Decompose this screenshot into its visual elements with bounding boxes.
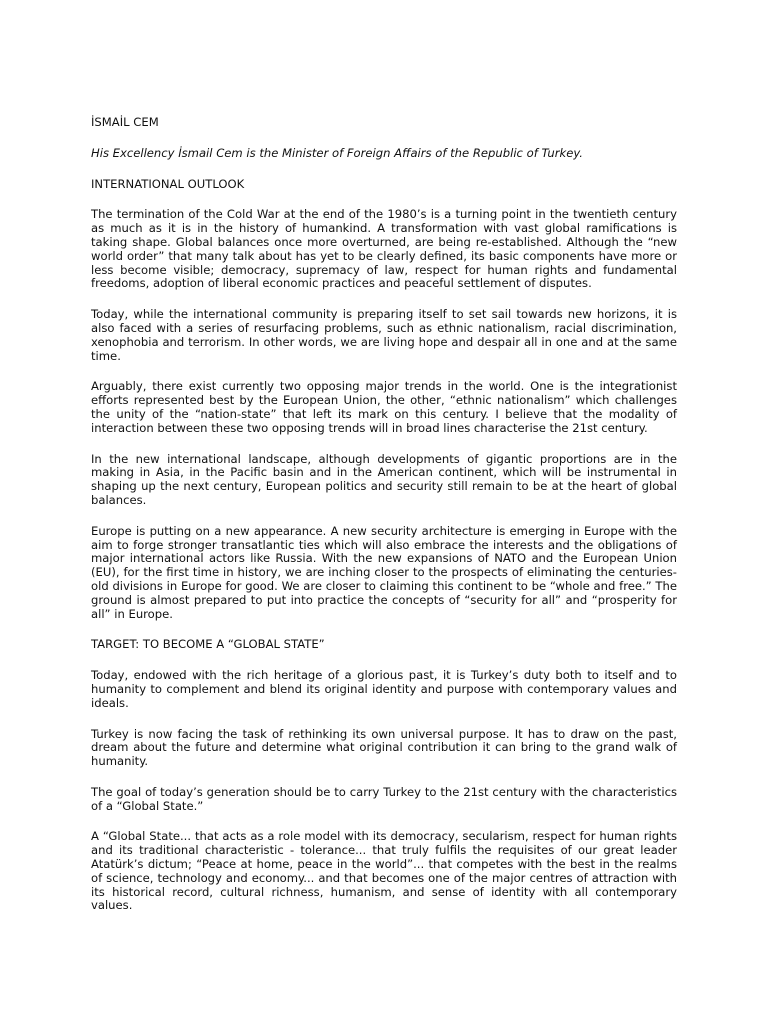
document-page xyxy=(91,116,677,930)
author-intro: His Excellency İsmail Cem is the Minister of Foreign Affairs of the Republic of Turkey. xyxy=(91,145,583,160)
paragraph: Today, while the international community is preparing itself to set sail towards new horizons, it is also faced with a series of resurfacing problems, such as ethnic nationalism, racial discrimination, xenophobia and terrorism. In other words, we are living hope and despair all in one and at the same time. xyxy=(91,307,677,363)
paragraph: The termination of the Cold War at the end of the 1980’s is a turning point in the twentieth century as much as it is in the history of humankind. A transformation with vast global ramifications is taking shape. Global balances once more overturned, are being re-established. Although the “new world order” that many talk about has yet to be clearly defined, its basic components have more or less become visible; democracy, supremacy of law, respect for human rights and fundamental freedoms, adoption of liberal economic practices and peaceful settlement of disputes. xyxy=(91,207,677,291)
author-name: İSMAİL CEM xyxy=(91,115,159,129)
paragraph: A “Global State... that acts as a role model with its democracy, secularism, respect for human rights and its traditional characteristic - tolerance... that truly fulfils the requisites of our great leader Atatürk’s dictum; “Peace at home, peace in the world”... that competes with the best in the realms of science, technology and economy... and that becomes one of the major centres of attraction with its historical record, cultural richness, humanism, and sense of identity with all contemporary values. xyxy=(91,829,677,913)
section-heading-global-state: TARGET: TO BECOME A “GLOBAL STATE” xyxy=(91,637,325,652)
section-heading-international-outlook: INTERNATIONAL OUTLOOK xyxy=(91,176,245,191)
paragraph: In the new international landscape, although developments of gigantic proportions are in the making in Asia, in the Pacific basin and in the American continent, which will be instrumental in shaping up the next century, European politics and security still remain to be at the heart of global balances. xyxy=(91,451,677,507)
paragraph: Arguably, there exist currently two opposing major trends in the world. One is the integrationist efforts represented best by the European Union, the other, “ethnic nationalism” which challenges the unity of the “nation-state” that left its mark on this century. I believe that the modality of interaction between these two opposing trends will in broad lines characterise the 21st century. xyxy=(91,379,677,435)
paragraph: Europe is putting on a new appearance. A new security architecture is emerging in Europe with the aim to forge stronger transatlantic ties which will also embrace the interests and the obligations of major international actors like Russia. With the new expansions of NATO and the European Union (EU), for the first time in history, we are inching closer to the prospects of eliminating the centuries-old divisions in Europe for good. We are closer to claiming this continent to be “whole and free.” The ground is almost prepared to put into practice the concepts of “security for all” and “prosperity for all” in Europe. xyxy=(91,523,677,621)
paragraph: The goal of today’s generation should be to carry Turkey to the 21st century with the characteristics of a “Global State.” xyxy=(91,784,677,813)
paragraph: Turkey is now facing the task of rethinking its own universal purpose. It has to draw on the past, dream about the future and determine what original contribution it can bring to the grand walk of humanity. xyxy=(91,726,677,769)
paragraph: Today, endowed with the rich heritage of a glorious past, it is Turkey’s duty both to itself and to humanity to complement and blend its original identity and purpose with contemporary values and ideals. xyxy=(91,668,677,710)
